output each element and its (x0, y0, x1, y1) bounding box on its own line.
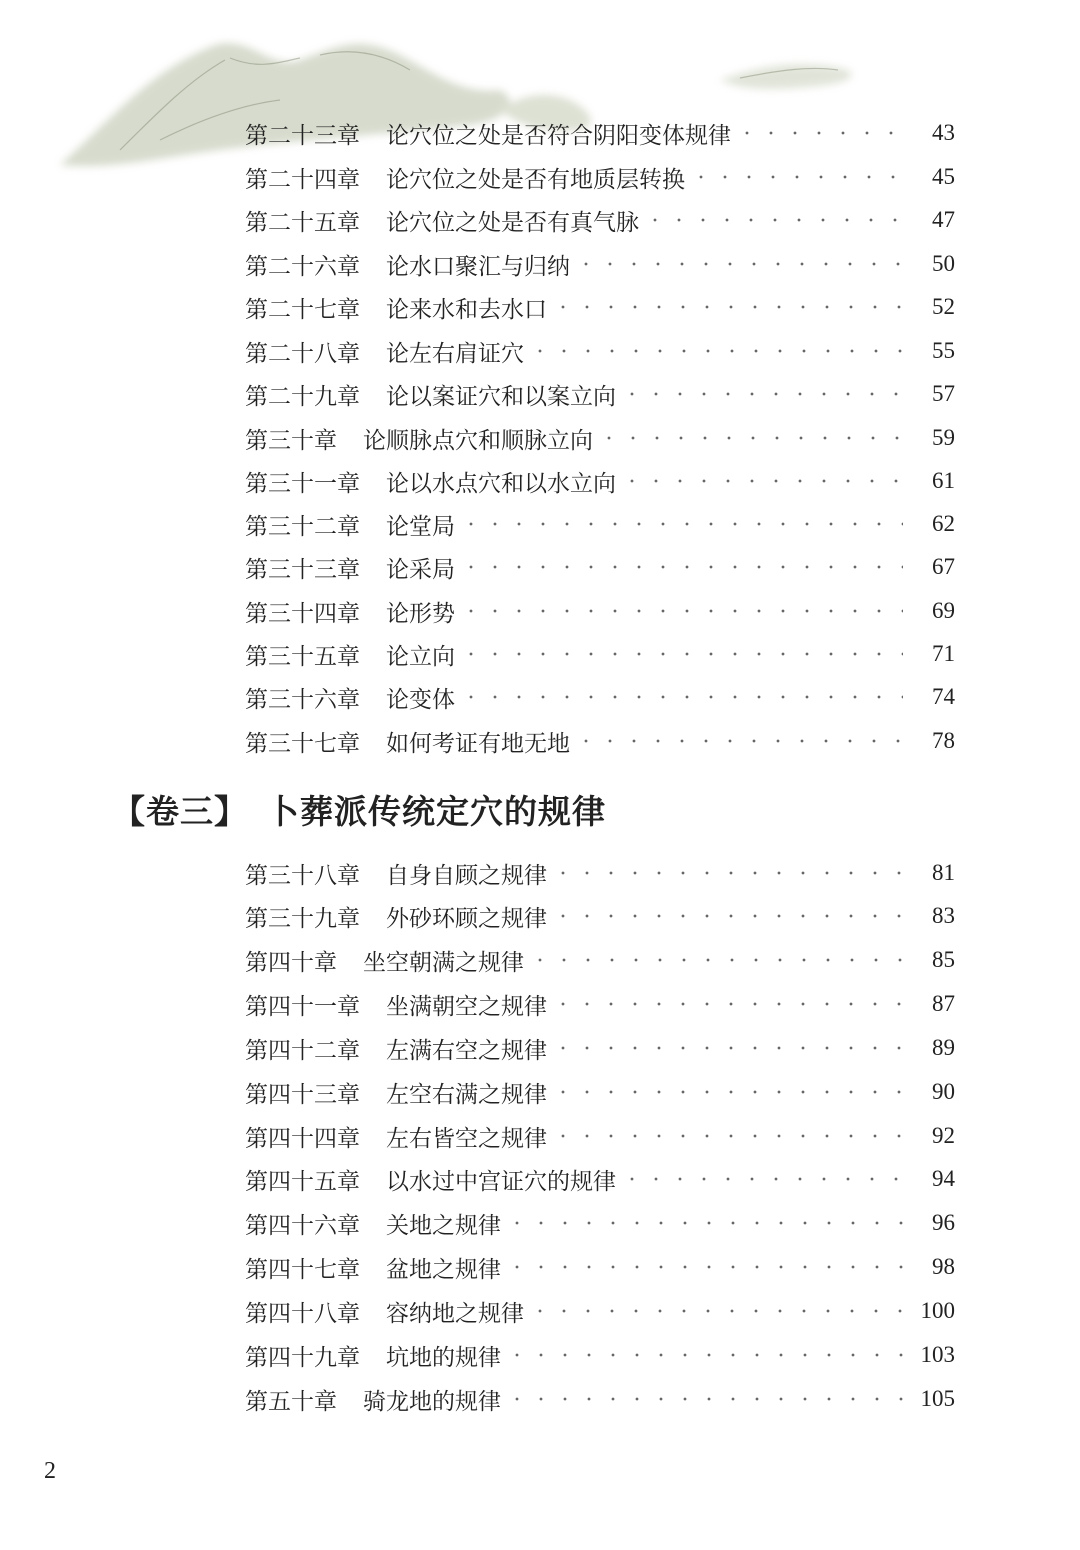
toc-entry[interactable] (245, 200, 955, 240)
chapter-number: 第四十七章 (245, 1256, 360, 1283)
chapter-title: 左空右满之规律 (386, 1081, 547, 1108)
chapter-number: 第三十五章 (245, 643, 360, 670)
toc-entry[interactable] (245, 547, 955, 587)
page-ref: 43 (932, 120, 955, 145)
toc-entry[interactable] (245, 1203, 955, 1243)
chapter-title: 论立向 (386, 643, 455, 670)
dot-leader (551, 1090, 903, 1094)
dot-leader (459, 609, 903, 613)
chapter-number: 第四十章 (245, 949, 337, 976)
chapter-title: 论穴位之处是否符合阴阳变体规律 (386, 122, 731, 149)
chapter-title: 论采局 (386, 556, 455, 583)
chapter-number: 第三十九章 (245, 905, 360, 932)
chapter-title: 论形势 (386, 600, 455, 627)
dot-leader (528, 1309, 903, 1313)
chapter-title: 如何考证有地无地 (386, 730, 570, 757)
chapter-title: 骑龙地的规律 (363, 1388, 501, 1415)
toc-entry[interactable] (245, 591, 955, 631)
chapter-title: 容纳地之规律 (386, 1300, 524, 1327)
dot-leader (528, 958, 903, 962)
chapter-number: 第三十二章 (245, 513, 360, 540)
dot-leader (551, 1002, 903, 1006)
dot-leader (459, 652, 903, 656)
dot-leader (551, 914, 903, 918)
page-ref: 100 (920, 1298, 955, 1323)
toc-entry[interactable] (245, 1379, 955, 1419)
page-ref: 90 (932, 1079, 955, 1104)
page-ref: 103 (920, 1342, 955, 1367)
chapter-title: 论顺脉点穴和顺脉立向 (363, 427, 593, 454)
page-ref: 85 (932, 947, 955, 972)
toc-entry[interactable] (245, 287, 955, 327)
toc-entry[interactable] (245, 1028, 955, 1068)
toc-entry[interactable] (245, 1247, 955, 1287)
chapter-title: 坑地的规律 (386, 1344, 501, 1371)
toc-entry[interactable] (245, 244, 955, 284)
chapter-number: 第二十七章 (245, 296, 360, 323)
chapter-number: 第四十四章 (245, 1125, 360, 1152)
chapter-number: 第三十四章 (245, 600, 360, 627)
chapter-number: 第四十三章 (245, 1081, 360, 1108)
dot-leader (574, 739, 903, 743)
chapter-number: 第三十七章 (245, 730, 360, 757)
page-ref: 57 (932, 381, 955, 406)
chapter-title: 论穴位之处是否有地质层转换 (386, 166, 685, 193)
chapter-title: 坐空朝满之规律 (363, 949, 524, 976)
chapter-number: 第四十六章 (245, 1212, 360, 1239)
chapter-title: 坐满朝空之规律 (386, 993, 547, 1020)
dot-leader (551, 871, 903, 875)
page-ref: 61 (932, 468, 955, 493)
chapter-number: 第四十五章 (245, 1168, 360, 1195)
toc-entry[interactable] (245, 1159, 955, 1199)
page-ref: 62 (932, 511, 955, 536)
chapter-title: 关地之规律 (386, 1212, 501, 1239)
chapter-number: 第五十章 (245, 1388, 337, 1415)
chapter-number: 第四十八章 (245, 1300, 360, 1327)
page-ref: 105 (920, 1386, 955, 1411)
page-ref: 78 (932, 728, 955, 753)
chapter-number: 第二十三章 (245, 122, 360, 149)
toc-entry[interactable] (245, 1335, 955, 1375)
dot-leader (551, 305, 903, 309)
page-ref: 59 (932, 425, 955, 450)
chapter-number: 第四十九章 (245, 1344, 360, 1371)
chapter-number: 第二十六章 (245, 253, 360, 280)
dot-leader (459, 522, 903, 526)
dot-leader (505, 1265, 903, 1269)
chapter-title: 论水口聚汇与归纳 (386, 253, 570, 280)
page-ref: 98 (932, 1254, 955, 1279)
chapter-number: 第三十一章 (245, 470, 360, 497)
chapter-number: 第三十六章 (245, 686, 360, 713)
chapter-title: 左右皆空之规律 (386, 1125, 547, 1152)
dot-leader (505, 1397, 903, 1401)
page-ref: 69 (932, 598, 955, 623)
page-ref: 52 (932, 294, 955, 319)
chapter-title: 盆地之规律 (386, 1256, 501, 1283)
chapter-title: 论左右肩证穴 (386, 340, 524, 367)
toc-entry[interactable] (245, 1291, 955, 1331)
toc-entry[interactable] (245, 677, 955, 717)
volume-label: 【卷三】 (112, 792, 248, 831)
page-ref: 83 (932, 903, 955, 928)
chapter-title: 左满右空之规律 (386, 1037, 547, 1064)
toc-entry[interactable] (245, 113, 955, 153)
toc-entry[interactable] (245, 721, 955, 761)
chapter-title: 论以案证穴和以案立向 (386, 383, 616, 410)
dot-leader (643, 218, 903, 222)
chapter-title: 外砂环顾之规律 (386, 905, 547, 932)
chapter-number: 第四十一章 (245, 993, 360, 1020)
page-ref: 50 (932, 251, 955, 276)
toc-entry[interactable] (245, 896, 955, 936)
chapter-title: 论穴位之处是否有真气脉 (386, 209, 639, 236)
volume-title: 卜葬派传统定穴的规律 (266, 792, 606, 831)
dot-leader (735, 131, 903, 135)
toc-entry[interactable] (245, 331, 955, 371)
dot-leader (597, 436, 903, 440)
page-ref: 71 (932, 641, 955, 666)
dot-leader (620, 392, 903, 396)
chapter-number: 第二十四章 (245, 166, 360, 193)
toc-entry[interactable] (245, 1116, 955, 1156)
toc-entry[interactable] (245, 418, 955, 458)
page-ref: 94 (932, 1166, 955, 1191)
dot-leader (574, 262, 903, 266)
page-ref: 89 (932, 1035, 955, 1060)
page-ref: 81 (932, 860, 955, 885)
toc-entry[interactable] (245, 984, 955, 1024)
dot-leader (620, 1177, 903, 1181)
chapter-title: 论堂局 (386, 513, 455, 540)
chapter-title: 论变体 (386, 686, 455, 713)
volume-heading (112, 786, 606, 833)
dot-leader (459, 695, 903, 699)
chapter-number: 第二十九章 (245, 383, 360, 410)
page-ref: 47 (932, 207, 955, 232)
chapter-number: 第四十二章 (245, 1037, 360, 1064)
page-ref: 67 (932, 554, 955, 579)
chapter-title: 论以水点穴和以水立向 (386, 470, 616, 497)
chapter-number: 第三十八章 (245, 862, 360, 889)
dot-leader (505, 1353, 903, 1357)
dot-leader (459, 565, 903, 569)
page-ref: 45 (932, 164, 955, 189)
chapter-title: 自身自顾之规律 (386, 862, 547, 889)
dot-leader (505, 1221, 903, 1225)
dot-leader (620, 479, 903, 483)
dot-leader (551, 1134, 903, 1138)
page-number: 2 (44, 1458, 56, 1484)
chapter-number: 第二十八章 (245, 340, 360, 367)
toc-entry[interactable] (245, 461, 955, 501)
chapter-number: 第三十章 (245, 427, 337, 454)
dot-leader (551, 1046, 903, 1050)
page-ref: 74 (932, 684, 955, 709)
page-ref: 92 (932, 1123, 955, 1148)
page-ref: 55 (932, 338, 955, 363)
toc-entry[interactable] (245, 1072, 955, 1112)
chapter-number: 第二十五章 (245, 209, 360, 236)
toc-entry[interactable] (245, 940, 955, 980)
chapter-title: 以水过中宫证穴的规律 (386, 1168, 616, 1195)
dot-leader (689, 175, 903, 179)
chapter-number: 第三十三章 (245, 556, 360, 583)
toc-entry[interactable] (245, 157, 955, 197)
toc-entry[interactable] (245, 504, 955, 544)
toc-entry[interactable] (245, 853, 955, 893)
toc-entry[interactable] (245, 374, 955, 414)
toc-entry[interactable] (245, 634, 955, 674)
dot-leader (528, 349, 903, 353)
chapter-title: 论来水和去水口 (386, 296, 547, 323)
page-ref: 96 (932, 1210, 955, 1235)
page-ref: 87 (932, 991, 955, 1016)
